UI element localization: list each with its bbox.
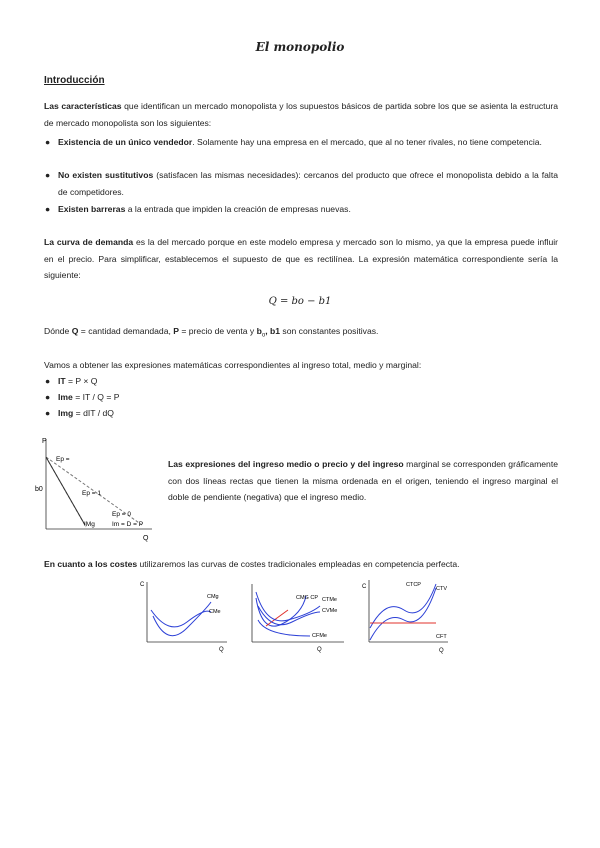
- im-d-label: Im = D = P: [112, 521, 144, 528]
- formula-definitions: Dónde Q = cantidad demandada, P = precio de venta y $b_o$, b1 son constantes positivas.: [44, 326, 379, 339]
- list-item: ● No existen sustitutivos (satisfacen las mismas necesidades): cercanos del producto que ofrece el monopolista debido a la falta de competidores.: [45, 170, 558, 197]
- intro-text: que identifican un mercado monopolista y los supuestos básicos de partida sobre los que se asienta la estructura de mercado monopolista son los siguientes:: [44, 101, 558, 128]
- c-axis-label: C: [362, 584, 367, 590]
- revenue-intro: Vamos a obtener las expresiones matemáticas correspondientes al ingreso total, medio y marginal:: [44, 360, 422, 370]
- list-item: ● IT = P × Q: [45, 376, 98, 386]
- cmgcp-label: CMG CP: [296, 595, 318, 601]
- cost-graph-2: [244, 582, 352, 656]
- x-axis-label: Q: [143, 535, 149, 542]
- intro-bold: Las características: [44, 101, 122, 111]
- ctcp-label: CTCP: [406, 582, 421, 588]
- intro-paragraph: [44, 98, 558, 131]
- cme-label: CMe: [209, 609, 221, 615]
- ctcp-curve: [370, 584, 436, 628]
- cft-label: CFT: [436, 634, 447, 640]
- demand-paragraph: La curva de demanda es la del mercado porque en este modelo empresa y mercado son lo mismo, ya que la empresa puede influir en el precio. Para simplificar, establecemos el supuesto de que es rectilínea. La expresión matemática correspondiente sería la siguiente:: [44, 237, 558, 280]
- cmg-label: CMg: [207, 594, 219, 600]
- cmg-curve: [153, 602, 211, 636]
- q-axis-label: Q: [317, 647, 322, 653]
- y-axis-label: P: [42, 438, 47, 445]
- cvme-curve: [258, 606, 320, 625]
- income-paragraph: Las expresiones del ingreso medio o precio y del ingreso marginal se corresponden gráficamente con dos líneas rectas que tienen la misma ordenada en el origen, teniendo el ingreso marginal el doble de pendiente (negativa) que el ingreso medio.: [168, 459, 558, 502]
- list-item: ● Img = dIT / dQ: [45, 408, 114, 418]
- cmgcp-red-segment: [266, 610, 288, 626]
- list-item: ● Existencia de un único vendedor. Solamente hay una empresa en el mercado, que al no tener rivales, no tiene competencia.: [45, 137, 542, 147]
- section-heading-intro: Introducción: [44, 75, 105, 86]
- c-axis-label: C: [140, 582, 145, 588]
- img-label: IMg: [84, 521, 95, 528]
- b0-label: b0: [35, 486, 43, 493]
- ep0-label: Ep = 0: [112, 511, 131, 518]
- cme-curve: [151, 610, 211, 627]
- ctme-label: CTMe: [322, 597, 337, 603]
- cost-graph-1: [135, 578, 235, 656]
- income-demand-graph: [30, 433, 160, 545]
- elasticity-guide: [46, 457, 85, 525]
- list-item: ● Existen barreras a la entrada que impiden la creación de empresas nuevas.: [45, 204, 351, 214]
- ep-inf-label: Ep =: [56, 456, 70, 463]
- ctv-label: CTV: [436, 586, 447, 592]
- cfme-label: CFMe: [312, 633, 327, 639]
- ep1-label: Ep = 1: [82, 490, 101, 497]
- q-axis-label: Q: [439, 648, 444, 654]
- cvme-label: CVMe: [322, 608, 338, 614]
- list-item: ● Ime = IT / Q = P: [45, 392, 120, 402]
- costs-paragraph: En cuanto a los costes utilizaremos las curvas de costes tradicionales empleadas en competencia perfecta.: [44, 559, 460, 569]
- q-axis-label: Q: [219, 647, 224, 653]
- cost-graph-3: [356, 576, 456, 656]
- demand-formula: Q = bo − b1: [268, 296, 332, 307]
- page-title: El monopolio: [255, 40, 345, 54]
